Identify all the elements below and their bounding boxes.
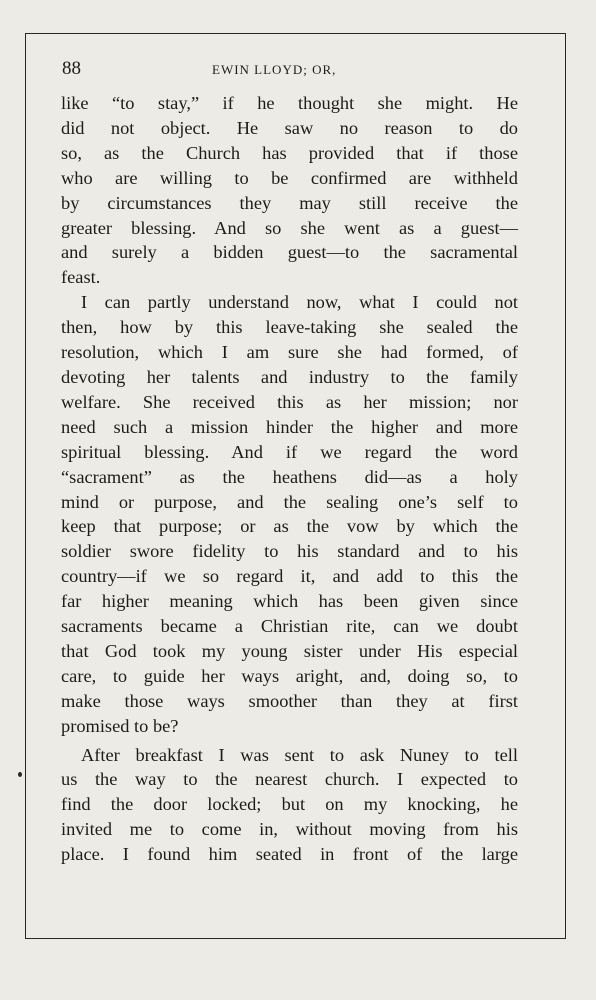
page-number: 88 [62,58,81,79]
text-line: invited me to come in, without moving from his [61,819,518,840]
text-line: so, as the Church has provided that if those [61,142,518,163]
text-line: “sacrament” as the heathens did—as a holy [61,466,518,487]
text-line: After breakfast I was sent to ask Nuney to tell [81,744,518,765]
text-line: soldier swore fidelity to his standard and to his [61,541,518,562]
text-line: country—if we so regard it, and add to this the [61,566,518,587]
paragraph [61,290,518,738]
text-line: then, how by this leave-taking she sealed the [61,317,518,338]
text-line: make those ways smoother than they at first [61,690,518,711]
text-line: feast. [61,267,101,288]
ink-speck [18,772,22,777]
text-line: sacraments became a Christian rite, can we doubt [61,616,518,637]
text-line: like “to stay,” if he thought she might. He [61,93,518,113]
text-line: by circumstances they may still receive the [61,192,518,213]
text-line: find the door locked; but on my knocking, he [61,794,518,815]
text-line: greater blessing. And so she went as a guest— [61,217,518,238]
text-line: and surely a bidden guest—to the sacramental [61,242,518,263]
text-line: did not object. He saw no reason to do [61,117,518,138]
text-line: place. I found him seated in front of the large [61,844,518,865]
text-line: devoting her talents and industry to the family [61,366,518,387]
text-line: need such a mission hinder the higher and more [61,416,518,437]
text-line: resolution, which I am sure she had formed, of [61,342,518,363]
paragraph [61,743,518,868]
text-line: keep that purpose; or as the vow by which the [61,516,518,537]
text-line: us the way to the nearest church. I expected to [61,769,518,790]
text-line: care, to guide her ways aright, and, doing so, to [61,665,518,686]
body-text [61,91,518,867]
text-line: far higher meaning which has been given since [61,591,518,612]
text-line: who are willing to be confirmed are withheld [61,167,518,188]
running-head [62,58,524,82]
text-line: mind or purpose, and the sealing one’s self to [61,491,518,512]
text-line: promised to be? [61,715,179,736]
text-line: that God took my young sister under His especial [61,640,518,661]
text-line: welfare. She received this as her mission; nor [61,391,518,412]
text-line: spiritual blessing. And if we regard the word [61,441,518,462]
text-line: I can partly understand now, what I could not [81,292,518,313]
paragraph [61,91,518,290]
running-title: EWIN LLOYD; OR, [212,62,337,77]
